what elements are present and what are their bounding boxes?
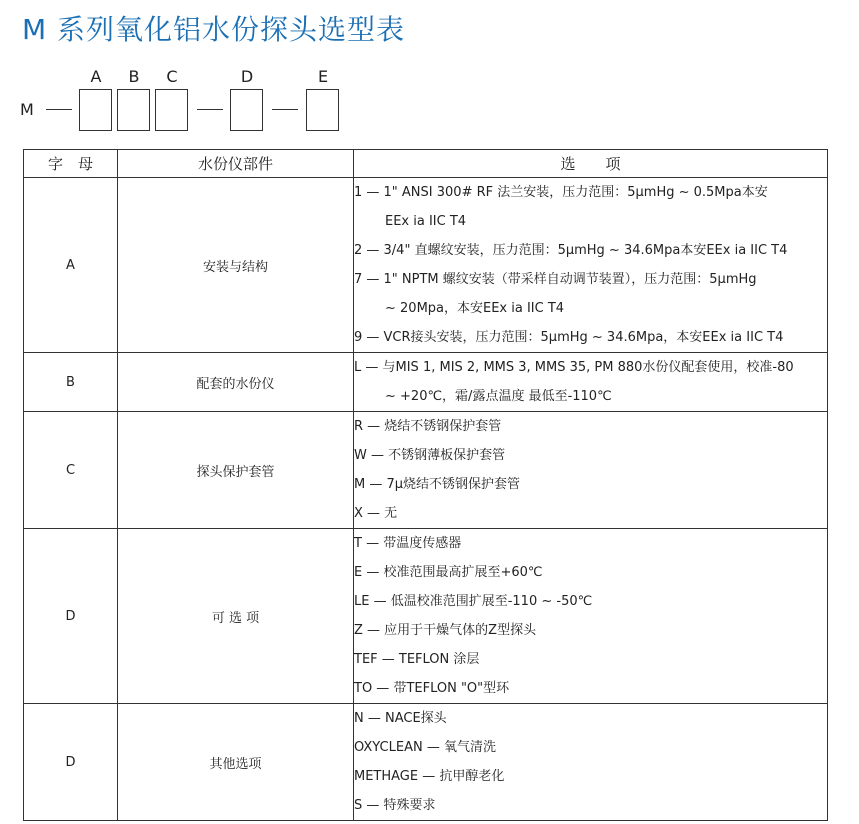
row-part: 配套的水份仪 — [118, 353, 354, 412]
option-item: N — NACE探头 — [354, 711, 447, 726]
model-code-box-c — [155, 89, 188, 131]
model-code-box-d — [230, 89, 263, 131]
model-code-dash — [197, 109, 223, 110]
selection-table — [23, 149, 828, 821]
row-part: 安装与结构 — [118, 178, 354, 353]
option-item: 2 — 3/4" 直螺纹安装，压力范围：5µmHg ~ 34.6Mpa本安EEx ia IIC T4 — [354, 243, 788, 258]
model-code-box-b — [117, 89, 150, 131]
table-row — [24, 529, 828, 704]
table-row — [24, 704, 828, 821]
row-letter: D — [24, 704, 118, 821]
page-title: M 系列氧化铝水份探头选型表 — [22, 13, 406, 46]
option-item: METHAGE — 抗甲醇老化 — [354, 769, 505, 784]
option-item: E — 校准范围最高扩展至+60℃ — [354, 565, 543, 580]
table-row — [24, 353, 828, 412]
row-options — [354, 412, 828, 529]
option-item: 9 — VCR接头安装，压力范围：5µmHg ~ 34.6Mpa，本安EEx ia IIC T4 — [354, 330, 784, 345]
option-item-continued: EEx ia IIC T4 — [385, 214, 467, 229]
row-letter: A — [24, 178, 118, 353]
option-item: LE — 低温校准范围扩展至-110 ~ -50℃ — [354, 594, 593, 609]
model-code-dash — [46, 109, 72, 110]
model-code-letter-e: E — [317, 67, 329, 86]
table-row — [24, 412, 828, 529]
model-code-letter-d: D — [240, 67, 254, 86]
row-letter: B — [24, 353, 118, 412]
option-item: X — 无 — [354, 506, 398, 521]
row-options — [354, 353, 828, 412]
option-item: S — 特殊要求 — [354, 798, 436, 813]
row-part: 可 选 项 — [118, 529, 354, 704]
row-letter: D — [24, 529, 118, 704]
model-code-box-e — [306, 89, 339, 131]
option-item: TO — 带TEFLON "O"型环 — [354, 681, 510, 696]
model-code-letter-c: C — [166, 67, 178, 86]
header-part: 水份仪部件 — [118, 150, 354, 178]
model-code-letter-a: A — [90, 67, 102, 86]
model-code-box-a — [79, 89, 112, 131]
option-item: 7 — 1" NPTM 螺纹安装（带采样自动调节装置），压力范围：5µmHg — [354, 272, 757, 287]
option-item: TEF — TEFLON 涂层 — [354, 652, 480, 667]
option-item-continued: ~ +20℃，霜/露点温度 最低至-110℃ — [385, 389, 612, 404]
option-item: R — 烧结不锈钢保护套管 — [354, 419, 502, 434]
model-code-dash — [272, 109, 298, 110]
option-item: Z — 应用于干燥气体的Z型探头 — [354, 623, 537, 638]
option-item: L — 与MIS 1, MIS 2, MMS 3, MMS 35, PM 880水份仪配套使用，校准-80 — [354, 360, 794, 375]
header-options: 选 项 — [354, 150, 828, 178]
option-item-continued: ~ 20Mpa，本安EEx ia IIC T4 — [385, 301, 565, 316]
table-header-row — [24, 150, 828, 178]
row-letter: C — [24, 412, 118, 529]
table-row — [24, 178, 828, 353]
row-part: 其他选项 — [118, 704, 354, 821]
option-item: M — 7µ烧结不锈钢保护套管 — [354, 477, 521, 492]
model-code-letter-b: B — [128, 67, 140, 86]
row-options — [354, 178, 828, 353]
row-part: 探头保护套管 — [118, 412, 354, 529]
option-item: 1 — 1" ANSI 300# RF 法兰安装，压力范围：5µmHg ~ 0.5Mpa本安 — [354, 185, 768, 200]
model-code-prefix: M — [20, 100, 34, 119]
header-letter: 字 母 — [24, 150, 118, 178]
option-item: OXYCLEAN — 氧气清洗 — [354, 740, 496, 755]
row-options — [354, 529, 828, 704]
option-item: T — 带温度传感器 — [354, 536, 462, 551]
row-options — [354, 704, 828, 821]
option-item: W — 不锈钢薄板保护套管 — [354, 448, 506, 463]
model-code-diagram — [0, 0, 859, 140]
